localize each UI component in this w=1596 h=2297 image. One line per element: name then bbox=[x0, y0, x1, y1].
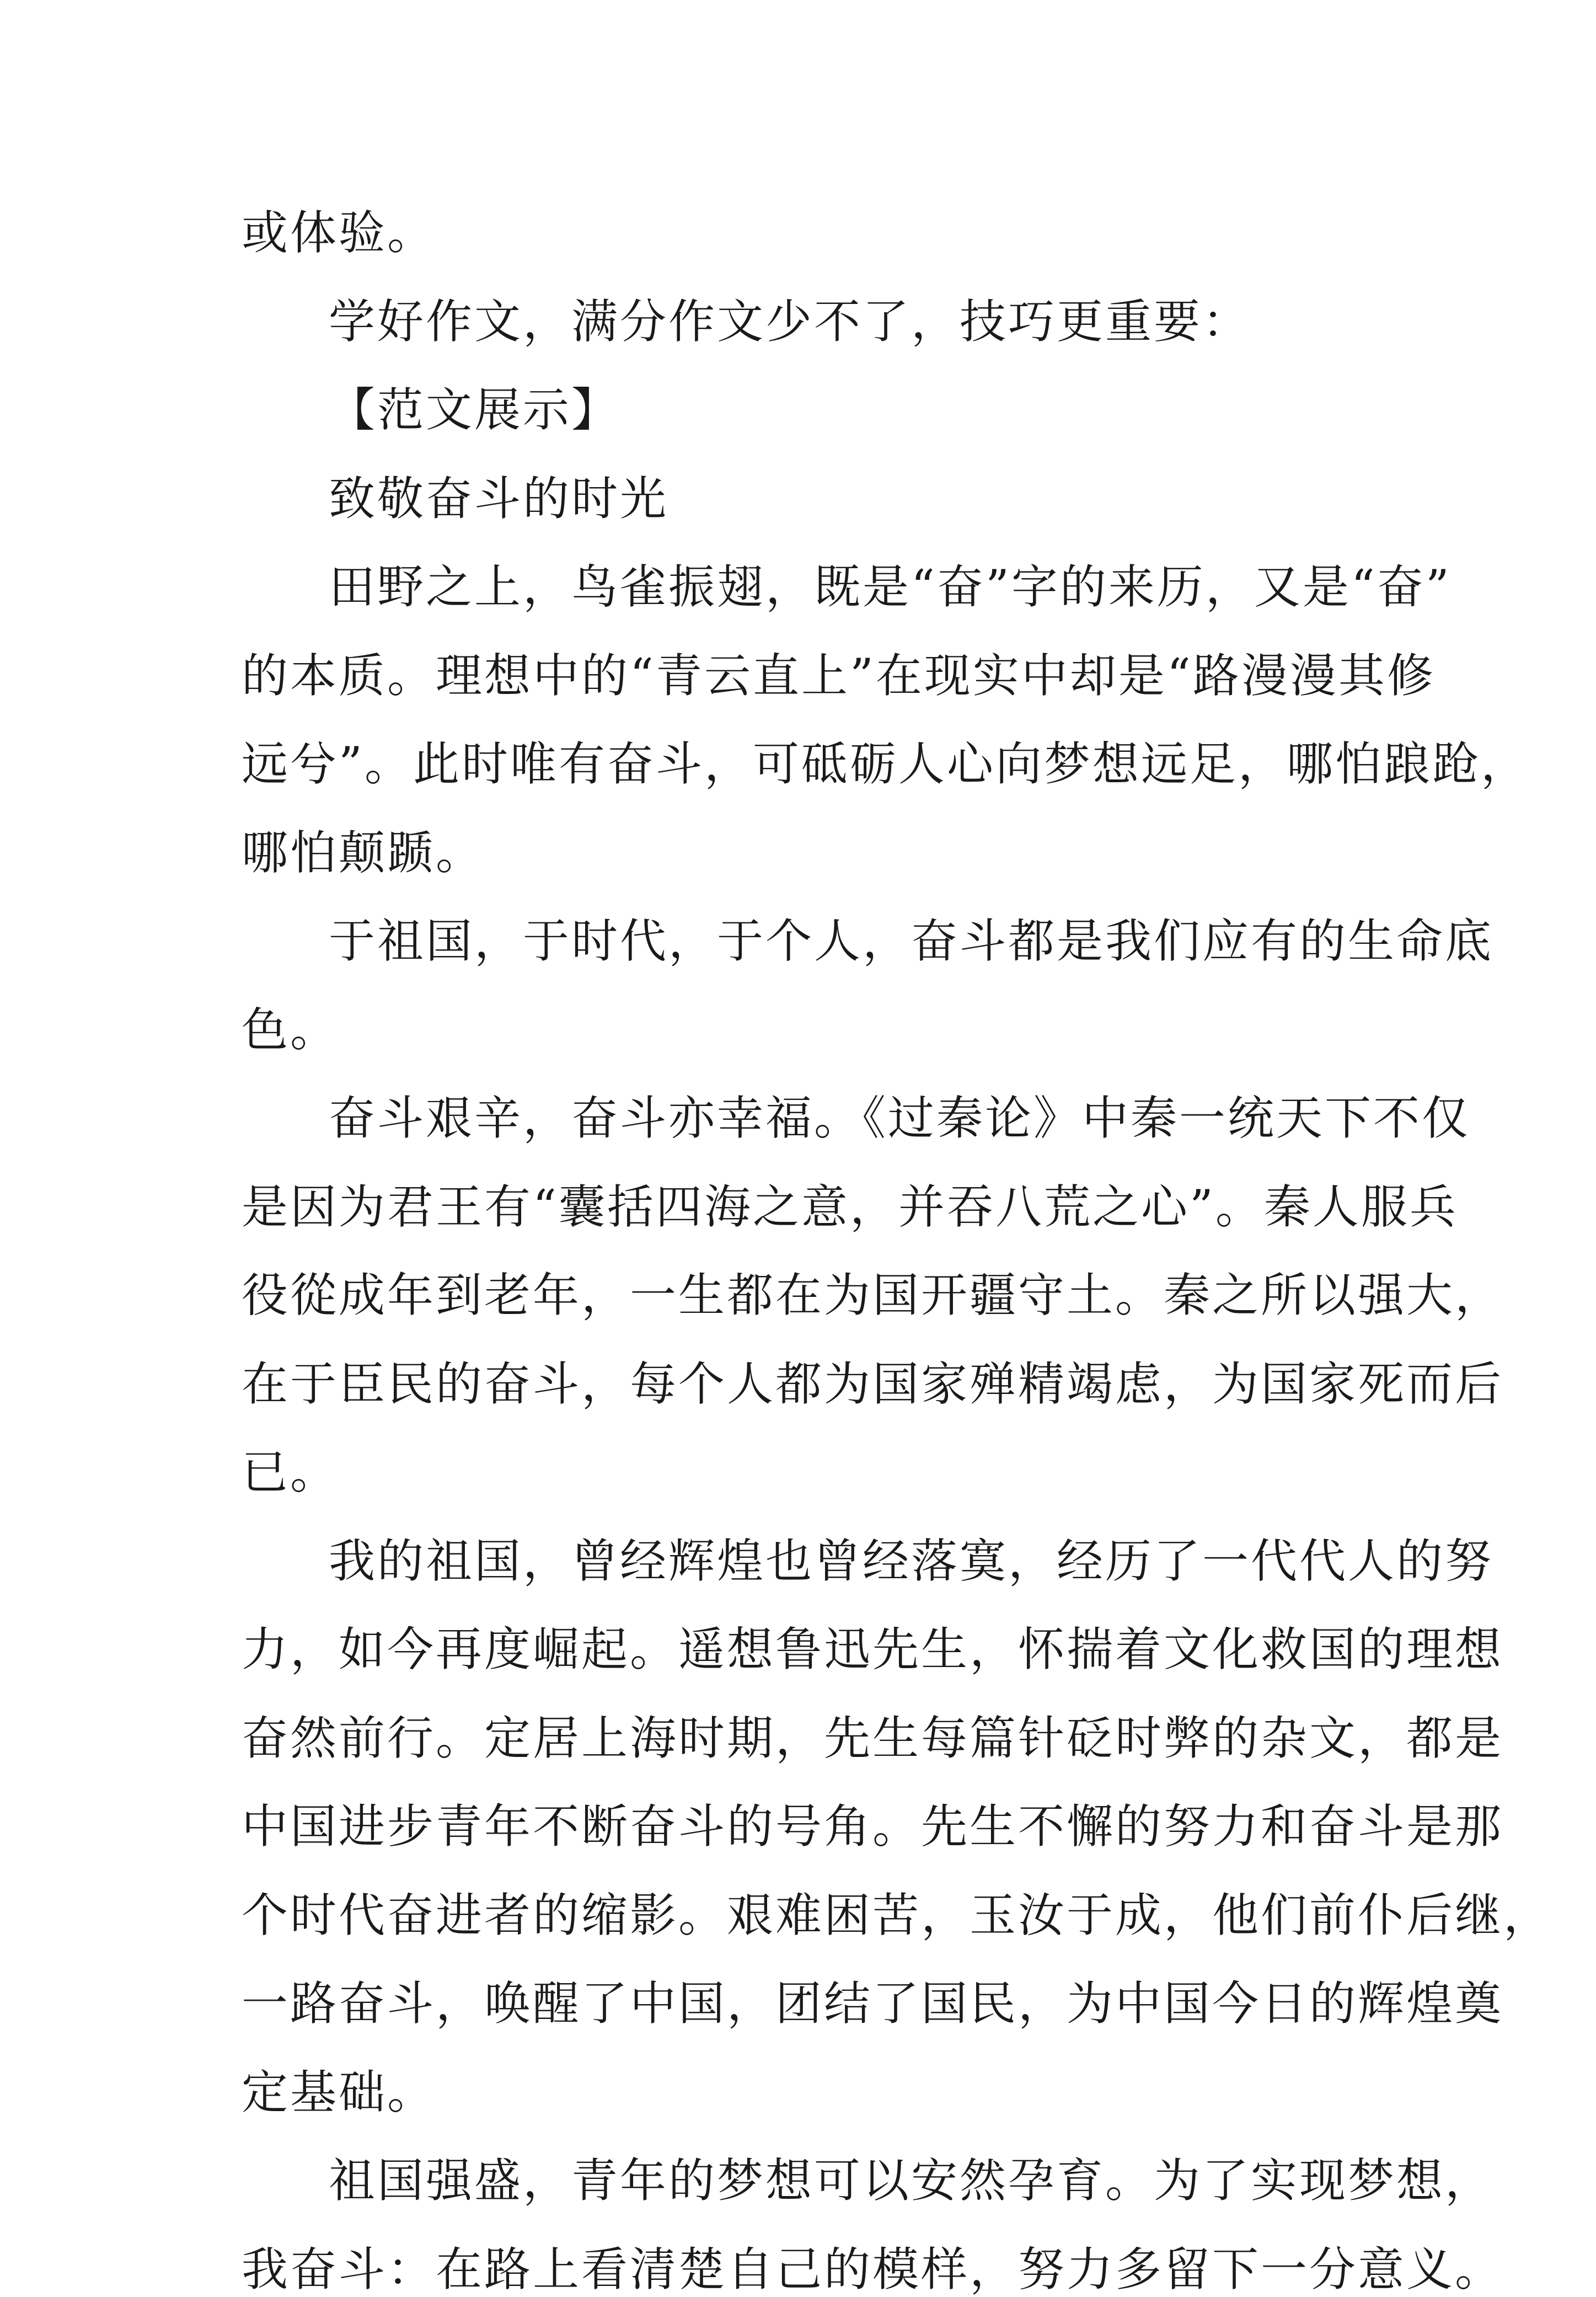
text-line: 田野之上，鸟雀振翅，既是“奋”字的来历，又是“奋” bbox=[329, 560, 1452, 614]
text-line: 一路奋斗，唤醒了中国，团结了国民，为中国今日的辉煌奠 bbox=[242, 1977, 1504, 2031]
text-line: 奋斗艰辛，奋斗亦幸福。《过秦论》中秦一统天下不仅 bbox=[329, 1091, 1471, 1145]
text-line: 定基础。 bbox=[242, 2065, 436, 2119]
text-line: 我的祖国，曾经辉煌也曾经落寞，经历了一代代人的努 bbox=[329, 1534, 1494, 1588]
text-line: 役從成年到老年，一生都在为国开疆守土。秦之所以强大， bbox=[242, 1268, 1504, 1322]
text-line: 学好作文，满分作文少不了，技巧更重要： bbox=[329, 295, 1251, 349]
text-line: 或体验。 bbox=[242, 206, 436, 260]
text-line: 祖国强盛，青年的梦想可以安然孕育。为了实现梦想， bbox=[329, 2154, 1494, 2208]
text-line: 致敬奋斗的时光 bbox=[329, 472, 669, 526]
text-line: 力，如今再度崛起。遥想鲁迅先生，怀揣着文化救国的理想 bbox=[242, 1622, 1504, 1676]
text-line: 在于臣民的奋斗，每个人都为国家殚精竭虑，为国家死而后 bbox=[242, 1357, 1504, 1411]
text-line: 中国进步青年不断奋斗的号角。先生不懈的努力和奋斗是那 bbox=[242, 1799, 1504, 1853]
text-line: 的本质。理想中的“青云直上”在现实中却是“路漫漫其修 bbox=[242, 649, 1436, 703]
text-line: 色。 bbox=[242, 1003, 339, 1057]
text-line: 于祖国，于时代，于个人，奋斗都是我们应有的生命底 bbox=[329, 914, 1494, 968]
text-line: 是因为君王有“囊括四海之意，并吞八荒之心”。秦人服兵 bbox=[242, 1180, 1458, 1234]
text-line: 【范文展示】 bbox=[329, 383, 620, 437]
text-line: 已。 bbox=[242, 1445, 339, 1499]
text-line: 个时代奋进者的缩影。艰难困苦，玉汝于成，他们前仆后继， bbox=[242, 1888, 1552, 1942]
text-line: 奋然前行。定居上海时期，先生每篇针砭时弊的杂文，都是 bbox=[242, 1711, 1504, 1765]
text-line: 我奋斗：在路上看清楚自己的模样，努力多留下一分意义。 bbox=[242, 2242, 1504, 2296]
text-line: 远兮”。此时唯有奋斗，可砥砺人心向梦想远足，哪怕踉跄， bbox=[242, 737, 1529, 791]
text-line: 哪怕颠踬。 bbox=[242, 826, 485, 880]
